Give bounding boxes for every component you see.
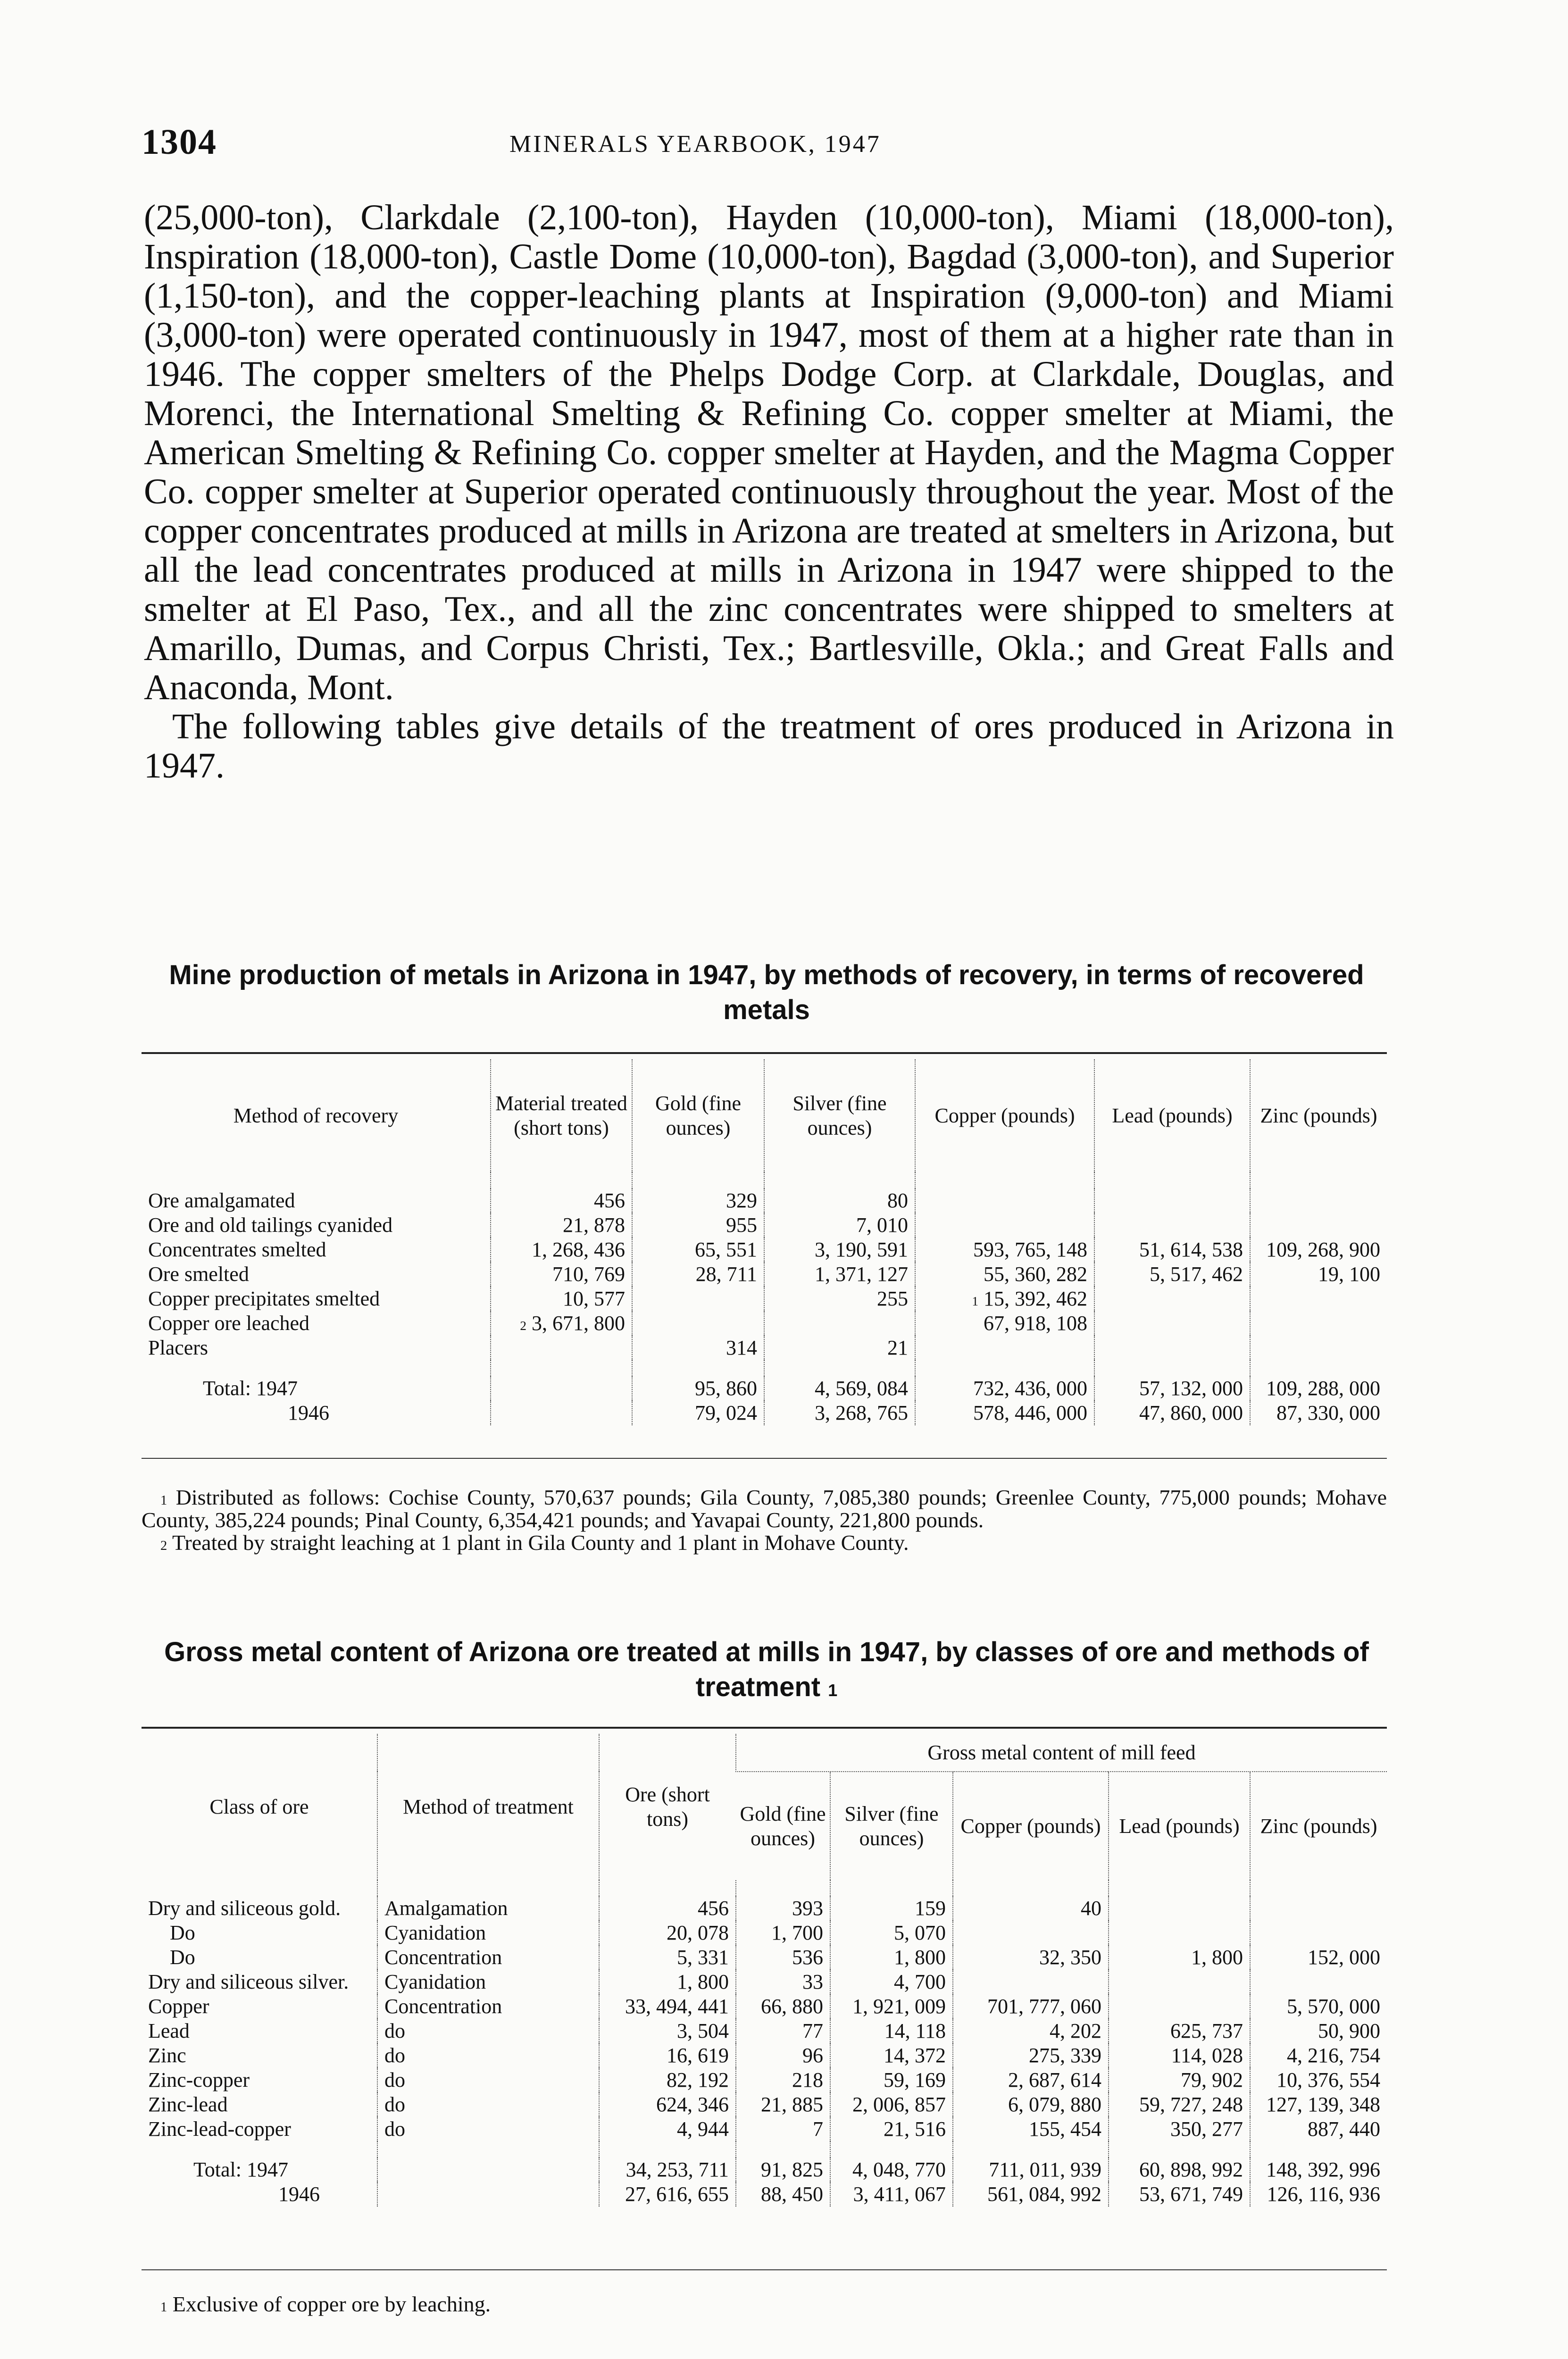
paragraph: (25,000-ton), Clarkdale (2,100-ton), Hayden (10,000-ton), Miami (18,000-ton), Inspiration (18,000-ton), Castle Dome (10,000-ton), Bagdad (3,000-ton), and Superior (1,150-ton), and the copper-leaching plants at Inspiration (9,000-ton) and Miami (3,000-ton) were operated continuously in 1947, most of them at a higher rate than in 1946. The copper smelters of the Phelps Dodge Corp. at Clarkdale, Douglas, and Morenci, the International Smelting & Refining Co. copper smelter at Miami, the American Smelting & Refining Co. copper smelter at Hayden, and the Magma Copper Co. copper smelter at Superior operated continuously throughout the year. Most of the copper concentrates produced at mills in Arizona are treated at smelters in Arizona, but all the lead concentrates produced at mills in Arizona in 1947 were shipped to the smelter at El Paso, Tex., and all the zinc concentrates were shipped to smelters at Amarillo, Dumas, and Corpus Christi, Tex.; Bartlesville, Okla.; and Great Falls and Anaconda, Mont.	[144, 198, 1394, 707]
t1-header-zinc: Zinc (pounds)	[1250, 1059, 1387, 1172]
table-total-row: 1946 27, 616, 655 88, 450 3, 411, 067 561, 084, 992 53, 671, 749 126, 116, 936	[142, 2182, 1387, 2207]
t1-header-silver: Silver (fine ounces)	[764, 1059, 915, 1172]
table2-top-rule	[142, 1727, 1387, 1729]
table-total-row: Total: 1947 95, 860 4, 569, 084 732, 436, 000 57, 132, 000 109, 288, 000	[142, 1376, 1387, 1401]
table2	[142, 1734, 1387, 2207]
body-text	[144, 198, 1394, 786]
table-row: Zinc-copper do 82, 192 218 59, 169 2, 687, 614 79, 902 10, 376, 554	[142, 2068, 1387, 2092]
table-total-row: 1946 79, 024 3, 268, 765 578, 446, 000 47, 860, 000 87, 330, 000	[142, 1401, 1387, 1425]
table2-title: Gross metal content of Arizona ore treated at mills in 1947, by classes of ore and methods of treatment $^1$	[164, 1637, 1369, 1702]
t2-header-zinc: Zinc (pounds)	[1250, 1772, 1387, 1880]
table-row: Do Cyanidation 20, 078 1, 700 5, 070	[142, 1921, 1387, 1945]
table-row: Zinc-lead-copper do 4, 944 7 21, 516 155, 454 350, 277 887, 440	[142, 2117, 1387, 2142]
table1	[142, 1059, 1387, 1425]
t1-header-gold: Gold (fine ounces)	[632, 1059, 764, 1172]
table1-top-rule	[142, 1052, 1387, 1054]
table2-footnotes	[142, 2293, 1387, 2316]
footnote-marker: 1	[828, 1681, 838, 1700]
table-row: Dry and siliceous gold. Amalgamation 456 393 159 40	[142, 1896, 1387, 1921]
page-number: 1304	[142, 122, 217, 162]
table1-title: Mine production of metals in Arizona in 1947, by methods of recovery, in terms of recovered metals	[169, 960, 1364, 1025]
footnote: $^2$ Treated by straight leaching at 1 plant in Gila County and 1 plant in Mohave County.	[160, 1531, 909, 1555]
t1-header-copper: Copper (pounds)	[915, 1059, 1094, 1172]
footnote: $^1$ Exclusive of copper ore by leaching.	[160, 2292, 491, 2316]
table2-bottom-rule	[142, 2269, 1387, 2270]
t1-header-method: Method of recovery	[233, 1104, 399, 1127]
paragraph: The following tables give details of the treatment of ores produced in Arizona in 1947.	[144, 707, 1394, 786]
table-row: Ore smelted 710, 769 28, 711 1, 371, 127 55, 360, 282 5, 517, 462 19, 100	[142, 1262, 1387, 1287]
t2-header-ore: Ore (short tons)	[599, 1734, 736, 1880]
t2-header-method: Method of treatment	[377, 1734, 599, 1880]
table-row: Dry and siliceous silver. Cyanidation 1, 800 33 4, 700	[142, 1970, 1387, 1994]
table-row: Lead do 3, 504 77 14, 118 4, 202 625, 737 50, 900	[142, 2019, 1387, 2043]
t2-header-gold: Gold (fine ounces)	[740, 1802, 826, 1850]
footnote-marker: 2	[520, 1319, 526, 1333]
table-row: Placers 314 21	[142, 1336, 1387, 1360]
footnote-marker: 1	[972, 1294, 978, 1308]
footnote: $^1$ Distributed as follows: Cochise County, 570,637 pounds; Gila County, 7,085,380 pounds; Greenlee County, 775,000 pounds; Mohave County, 385,224 pounds; Pinal County, 6,354,421 pounds; and Yavapai County, 221,800 pounds.	[142, 1485, 1387, 1532]
table-row: Copper precipitates smelted 10, 577 255 $^1$ 15, 392, 462	[142, 1287, 1387, 1311]
table-row: Concentrates smelted 1, 268, 436 65, 551 3, 190, 591 593, 765, 148 51, 614, 538 109, 268, 900	[142, 1238, 1387, 1262]
table-total-row: Total: 1947 34, 253, 711 91, 825 4, 048, 770 711, 011, 939 60, 898, 992 148, 392, 996	[142, 2158, 1387, 2182]
t2-header-group: Gross metal content of mill feed	[736, 1734, 1387, 1772]
table-row: Do Concentration 5, 331 536 1, 800 32, 350 1, 800 152, 000	[142, 1945, 1387, 1970]
table1-bottom-rule	[142, 1458, 1387, 1459]
table-row: Ore amalgamated 456 329 80	[142, 1188, 1387, 1213]
table-row: Copper Concentration 33, 494, 441 66, 880 1, 921, 009 701, 777, 060 5, 570, 000	[142, 1994, 1387, 2019]
table-row: Copper ore leached $^2$ 3, 671, 800 67, 918, 108	[142, 1311, 1387, 1336]
table-row: Zinc do 16, 619 96 14, 372 275, 339 114, 028 4, 216, 754	[142, 2043, 1387, 2068]
t2-header-lead: Lead (pounds)	[1109, 1772, 1250, 1880]
t2-header-silver: Silver (fine ounces)	[830, 1772, 953, 1880]
t1-header-material: Material treated (short tons)	[491, 1059, 632, 1172]
t2-header-copper: Copper (pounds)	[953, 1772, 1109, 1880]
table-row: Zinc-lead do 624, 346 21, 885 2, 006, 857 6, 079, 880 59, 727, 248 127, 139, 348	[142, 2092, 1387, 2117]
running-head: MINERALS YEARBOOK, 1947	[509, 131, 881, 158]
t1-header-lead: Lead (pounds)	[1094, 1059, 1250, 1172]
table-row: Ore and old tailings cyanided 21, 878 955 7, 010	[142, 1213, 1387, 1238]
table1-footnotes	[142, 1486, 1387, 1554]
t2-header-class: Class of ore	[209, 1795, 309, 1818]
